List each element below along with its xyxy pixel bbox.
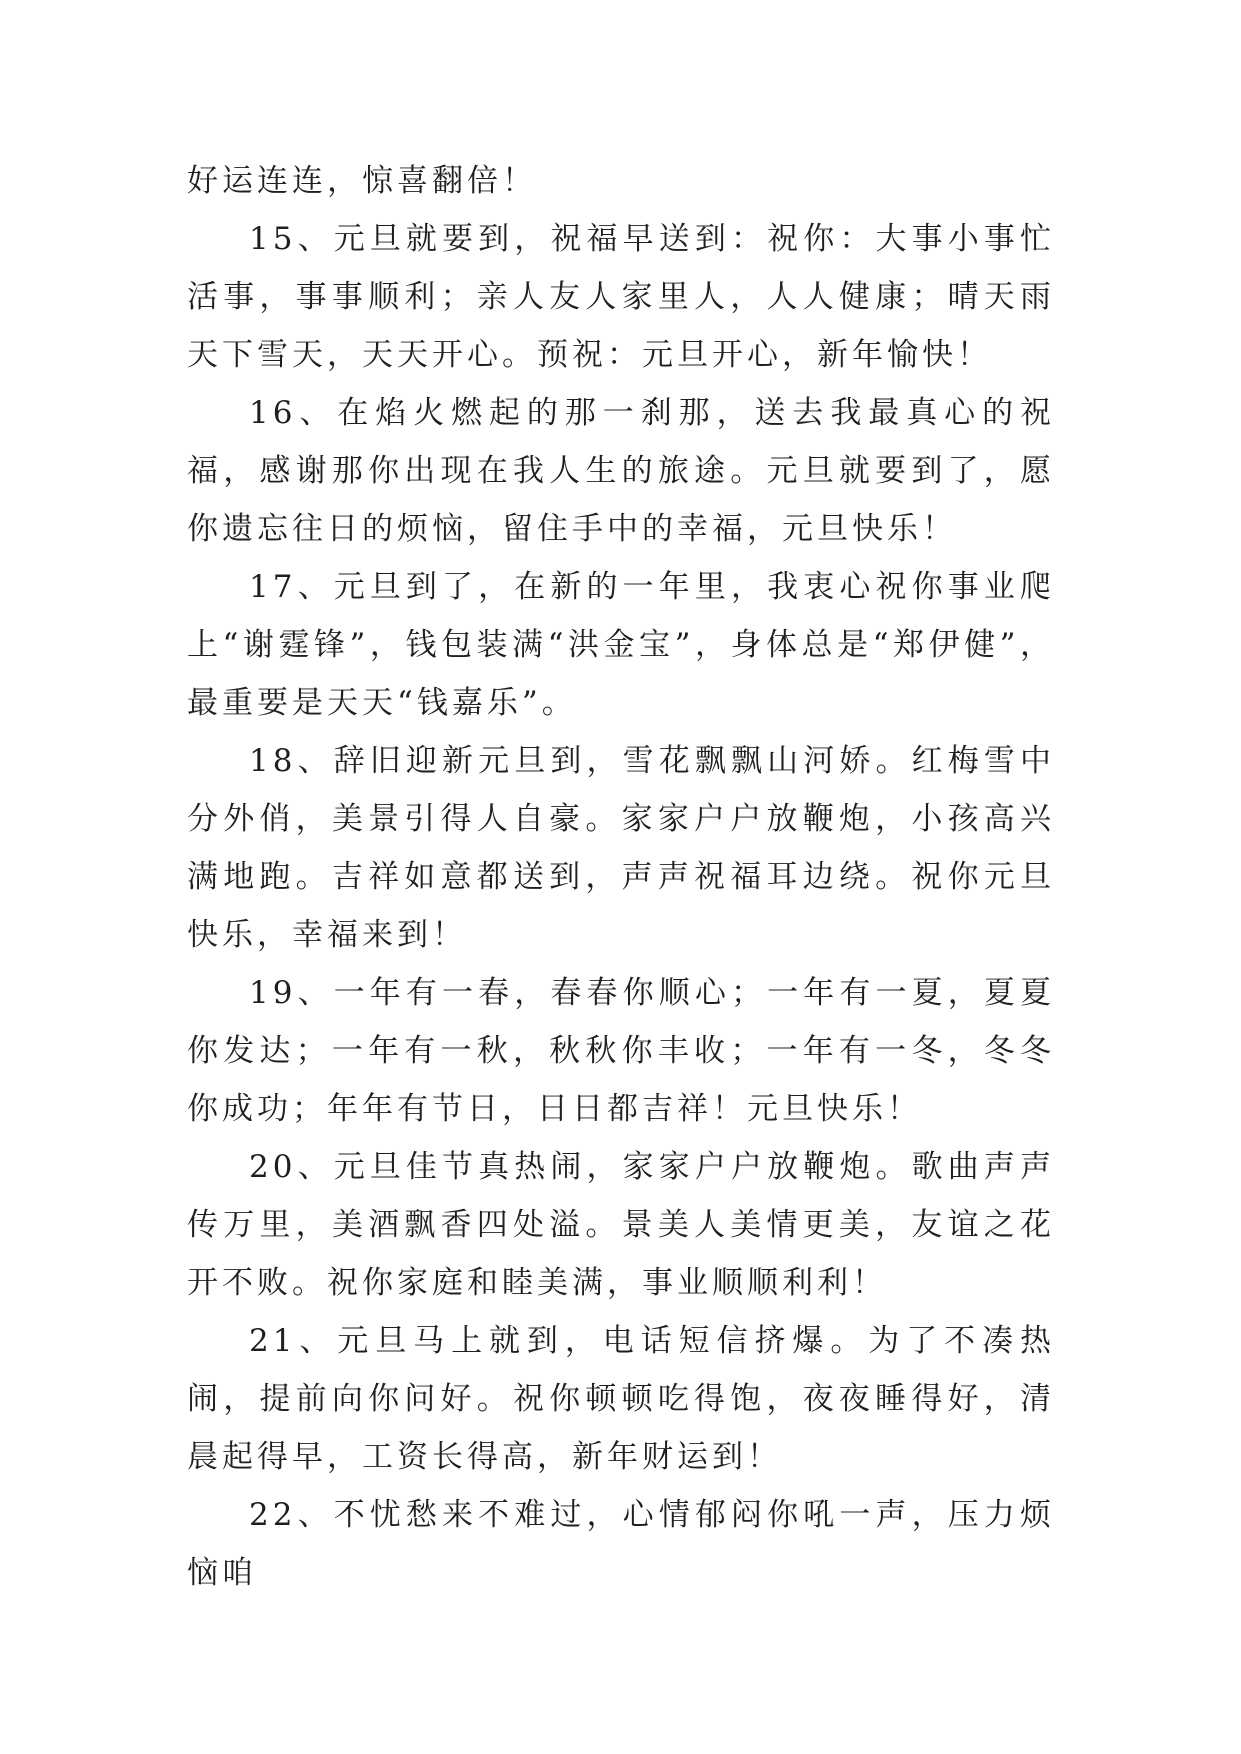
paragraph-21: 21、元旦马上就到，电话短信挤爆。为了不凑热闹，提前向你问好。祝你顿顿吃得饱，夜夜睡得好，清晨起得早，工资长得高，新年财运到！ <box>187 1323 1055 1475</box>
paragraph-continuation: 好运连连，惊喜翻倍！ <box>187 163 537 199</box>
document-body <box>187 152 1055 1602</box>
paragraph-17: 17、元旦到了，在新的一年里，我衷心祝你事业爬上“谢霆锋”，钱包装满“洪金宝”，身体总是“郑伊健”，最重要是天天“钱嘉乐”。 <box>187 569 1055 721</box>
paragraph-20: 20、元旦佳节真热闹，家家户户放鞭炮。歌曲声声传万里，美酒飘香四处溢。景美人美情更美，友谊之花开不败。祝你家庭和睦美满，事业顺顺利利！ <box>187 1149 1055 1301</box>
paragraph-15: 15、元旦就要到，祝福早送到：祝你：大事小事忙活事，事事顺利；亲人友人家里人，人人健康；晴天雨天下雪天，天天开心。预祝：元旦开心，新年愉快！ <box>187 221 1055 373</box>
paragraph-19: 19、一年有一春，春春你顺心；一年有一夏，夏夏你发达；一年有一秋，秋秋你丰收；一年有一冬，冬冬你成功；年年有节日，日日都吉祥！元旦快乐！ <box>187 975 1055 1127</box>
paragraph-18: 18、辞旧迎新元旦到，雪花飘飘山河娇。红梅雪中分外俏，美景引得人自豪。家家户户放鞭炮，小孩高兴满地跑。吉祥如意都送到，声声祝福耳边绕。祝你元旦快乐，幸福来到！ <box>187 743 1055 953</box>
paragraph-16: 16、在焰火燃起的那一刹那，送去我最真心的祝福，感谢那你出现在我人生的旅途。元旦就要到了，愿你遗忘往日的烦恼，留住手中的幸福，元旦快乐！ <box>187 395 1055 547</box>
paragraph-22: 22、不忧愁来不难过，心情郁闷你吼一声，压力烦恼咱 <box>187 1497 1055 1591</box>
